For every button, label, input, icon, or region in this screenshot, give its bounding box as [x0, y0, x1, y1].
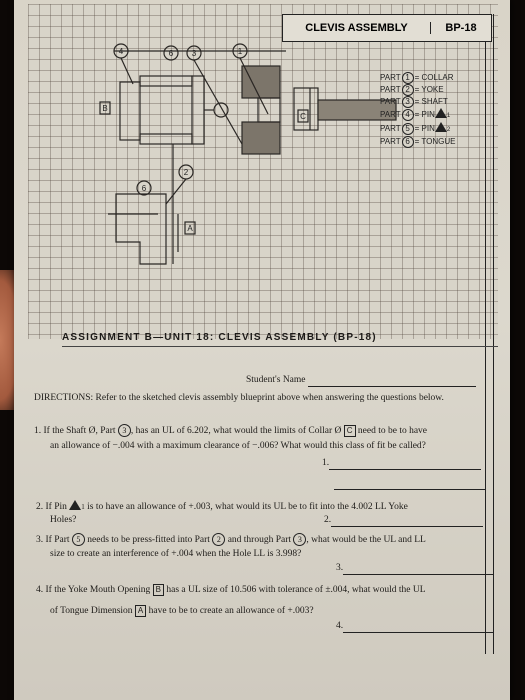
triangle-marker-icon	[69, 500, 81, 510]
worksheet-page	[14, 0, 510, 700]
answer-2-field[interactable]	[331, 526, 483, 527]
question-4-line2: of Tongue Dimension A have to be to create an allowance of +.003?	[50, 606, 314, 616]
part-number-badge: 2	[212, 533, 225, 546]
directions-text: Refer to the sketched clevis assembly blueprint above when answering the questions below.	[95, 393, 444, 403]
question-1-line2: an allowance of −.004 with a maximum clearance of −.006? What would this class of fit be called?	[50, 441, 426, 451]
bubble-label: 3	[191, 49, 197, 58]
part-number-badge: 3	[118, 424, 131, 437]
dimension-box: A	[135, 605, 146, 617]
bubble-label: 6	[168, 49, 174, 58]
directions	[34, 392, 479, 405]
question-2-line2: Holes?	[50, 515, 77, 525]
parts-list-item: PART 1 = COLLAR	[380, 73, 454, 82]
answer-4-field[interactable]	[343, 632, 493, 633]
bubble-label: 1	[237, 47, 243, 56]
question-1: 1. If the Shaft Ø, Part 3 , has an UL of 6.202, what would the limits of Collar Ø C need to be to have	[34, 426, 428, 436]
part-number-badge: 3	[293, 533, 306, 546]
answer-1: 1.	[322, 457, 481, 470]
answer-1-extra-line	[334, 477, 486, 490]
answer-3-field[interactable]	[343, 574, 493, 575]
triangle-marker-icon	[435, 108, 447, 118]
part-number-badge: 5	[72, 533, 85, 546]
drawing-title: CLEVIS ASSEMBLY	[283, 22, 431, 34]
parts-list-item: PART 2 = YOKE	[380, 85, 444, 94]
dimension-box: C	[344, 425, 356, 437]
parts-list-item: PART 3 = SHAFT	[380, 97, 448, 106]
question-3: 3. If Part 5 needs to be press-fitted into Part 2 and through Part 3 , what would be the UL and LL	[36, 535, 426, 545]
sheet-number: BP-18	[445, 22, 477, 34]
dim-label-a: A	[187, 224, 193, 233]
dim-label-b: B	[102, 104, 108, 113]
bubble-label: 6	[141, 184, 147, 193]
directions-label: DIRECTIONS:	[34, 393, 94, 403]
parts-list	[380, 72, 455, 148]
triangle-marker-icon	[435, 122, 447, 132]
bubble-label: 4	[118, 47, 124, 56]
question-4: 4. If the Yoke Mouth Opening B has a UL size of 10.506 with tolerance of ±.004, what would the UL	[36, 585, 426, 595]
dim-label-c: C	[300, 112, 306, 121]
parts-list-item: PART 4 = PIN 1	[380, 110, 451, 119]
answer-1-field-2[interactable]	[334, 489, 486, 490]
student-name-field[interactable]	[308, 386, 476, 387]
answer-2: 2.	[324, 514, 483, 527]
dimension-box: B	[153, 584, 164, 596]
answer-3: 3.	[336, 562, 493, 575]
answer-4: 4.	[336, 620, 493, 633]
student-name-row	[246, 374, 476, 387]
bubble-label: 2	[183, 168, 189, 177]
assignment-header: ASSIGNMENT B—UNIT 18: CLEVIS ASSEMBLY (BP-18)	[62, 332, 498, 347]
question-2: 2. If Pin 1 is to have an allowance of +.003, what would its UL be to fit into the 4.002 LL Yoke	[36, 502, 408, 512]
student-name-label: Student's Name	[246, 375, 306, 385]
question-3-line2: size to create an interference of +.004 when the Hole LL is 3.998?	[50, 549, 302, 559]
parts-list-item: PART 5 = PIN 2	[380, 124, 451, 133]
clevis-sketch	[28, 4, 498, 339]
answer-1-field[interactable]	[329, 469, 481, 470]
parts-list-item: PART 6 = TONGUE	[380, 137, 456, 146]
